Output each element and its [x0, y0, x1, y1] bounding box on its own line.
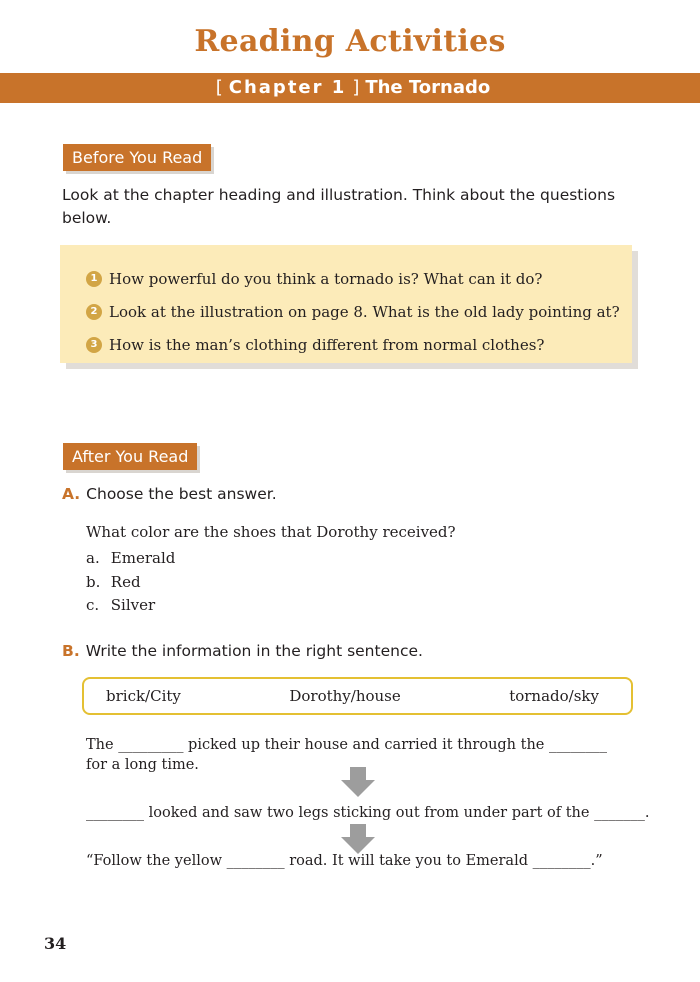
down-arrow-icon [341, 767, 375, 797]
part-b-instruction: Write the information in the right sentence. [85, 642, 423, 660]
part-a-instruction: Choose the best answer. [86, 485, 277, 503]
word-bank-item: brick/City [106, 687, 181, 705]
word-bank-box [82, 677, 633, 715]
question-item [86, 295, 632, 328]
fill-in-sentence-1: The _________ picked up their house and carried it through the ________ for a long time. [86, 737, 607, 773]
answer-option [86, 573, 175, 597]
before-you-read-badge: Before You Read [63, 144, 211, 171]
part-a-heading [62, 485, 277, 503]
number-circle-icon: 3 [86, 337, 102, 353]
chapter-banner [0, 73, 700, 103]
page-number: 34 [44, 934, 67, 953]
chapter-label: Chapter 1 [228, 77, 347, 98]
page-title: Reading Activities [194, 24, 506, 59]
bracket-open: [ [215, 77, 223, 98]
part-b-heading [62, 642, 423, 660]
answer-option [86, 596, 175, 620]
option-text: Red [110, 572, 141, 591]
word-bank-item: Dorothy/house [289, 687, 401, 705]
option-text: Emerald [110, 549, 176, 567]
option-text: Silver [110, 596, 156, 614]
part-b-letter: B. [62, 642, 80, 660]
part-a-letter: A. [62, 485, 81, 503]
question-item [86, 328, 632, 361]
question-text: How is the man’s clothing different from normal clothes? [109, 335, 545, 354]
question-item [86, 262, 632, 295]
before-intro-text: Look at the chapter heading and illustration. Think about the questions below. [62, 186, 616, 227]
after-you-read-badge: After You Read [63, 443, 197, 470]
option-letter: b. [86, 572, 101, 591]
down-arrow-icon [341, 824, 375, 854]
answer-option [86, 549, 175, 573]
number-circle-icon: 2 [86, 304, 102, 320]
word-bank-item: tornado/sky [509, 687, 599, 705]
bracket-close: ] [352, 77, 360, 98]
chapter-name: The Tornado [365, 77, 491, 98]
fill-in-sentence-2: ________ looked and saw two legs sticking out from under part of the _______. [86, 805, 650, 821]
answer-options [86, 549, 175, 620]
fill-in-sentence-3: “Follow the yellow ________ road. It will take you to Emerald ________.” [86, 853, 603, 869]
number-circle-icon: 1 [86, 271, 102, 287]
pre-reading-questions-box [60, 245, 632, 363]
question-text: How powerful do you think a tornado is? What can it do? [109, 269, 543, 288]
part-a-question: What color are the shoes that Dorothy received? [86, 523, 456, 541]
option-letter: a. [86, 549, 100, 567]
question-text: Look at the illustration on page 8. What is the old lady pointing at? [109, 302, 620, 321]
option-letter: c. [86, 596, 100, 614]
